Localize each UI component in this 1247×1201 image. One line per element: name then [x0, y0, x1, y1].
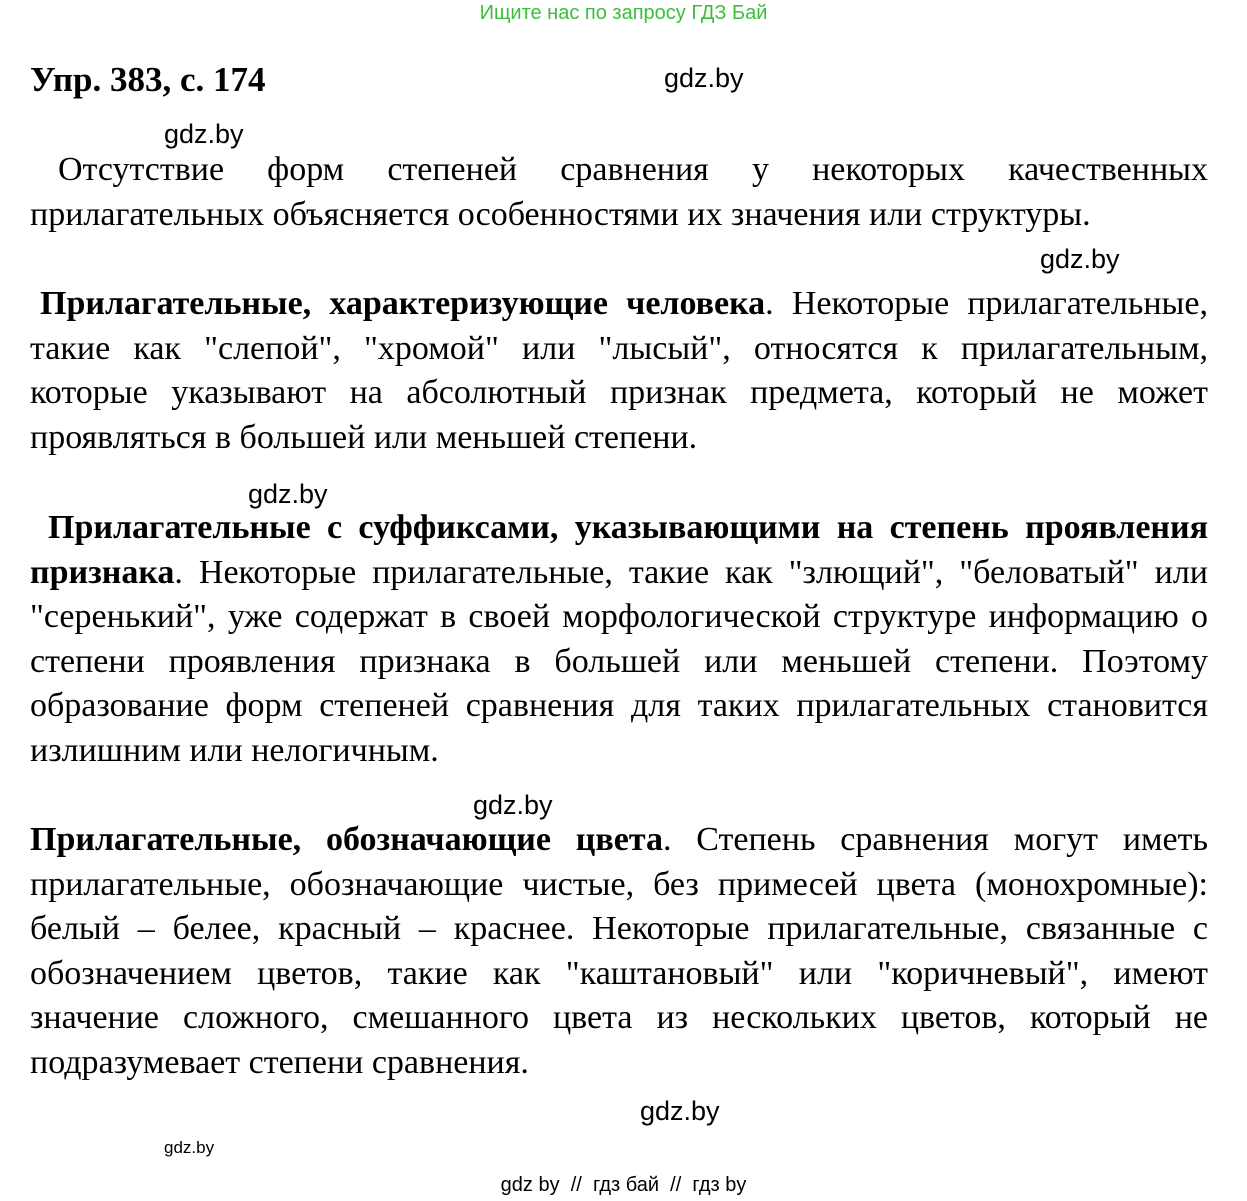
paragraph-text: . Некоторые прилагательные, такие как "слепой", "хромой" или "лысый", относятся к прилагательным, которые указывают на абсолютный признак предмета, который не может проявляться в большей или меньшей степени. — [30, 285, 1208, 456]
watermark: gdz.by — [473, 790, 553, 820]
footer-link[interactable]: гдз by — [692, 1174, 747, 1196]
paragraph-suffix-adjectives — [30, 506, 1208, 774]
watermark: gdz.by — [248, 479, 328, 509]
paragraph-color-adjectives — [30, 818, 1208, 1086]
watermark: gdz.by — [164, 119, 244, 149]
watermark: gdz.by — [1040, 244, 1120, 274]
top-banner[interactable]: Ищите нас по запросу ГДЗ Бай — [479, 2, 768, 24]
watermark: gdz.by — [664, 63, 744, 93]
exercise-title: Упр. 383, с. 174 — [30, 60, 266, 99]
footer-separator: // — [670, 1174, 682, 1196]
paragraph-heading: Прилагательные, характеризующие человека — [40, 285, 766, 322]
watermark: gdz.by — [164, 1138, 215, 1157]
footer-links — [0, 1172, 1247, 1198]
paragraph-text: . Степень сравнения могут иметь прилагательные, обозначающие чистые, без примесей цвета (монохромные): белый – белее, красный – краснее. Некоторые прилагательные, связанные с обозначением цветов, такие как "каштановый" или "коричневый", имеют значение сложного, смешанного цвета из нескольких цветов, который не подразумевает степени сравнения. — [30, 821, 1209, 1081]
paragraph-text: . Некоторые прилагательные, такие как "злющий", "беловатый" или "серенький", уже содержат в своей морфологической структуре информацию о степени проявления признака в большей или меньшей степени. Поэтому образование форм степеней сравнения для таких прилагательных становится излишним или нелогичным. — [30, 553, 1208, 769]
footer-link[interactable]: гдз бай — [592, 1174, 660, 1196]
footer-link[interactable]: gdz by — [500, 1174, 560, 1196]
footer-separator: // — [570, 1174, 582, 1196]
paragraph-people-adjectives — [30, 282, 1208, 460]
watermark: gdz.by — [640, 1096, 720, 1126]
paragraph-intro — [30, 148, 1208, 237]
paragraph-text: Отсутствие форм степеней сравнения у некоторых качественных прилагательных объясняется особенностями их значения или структуры. — [30, 151, 1208, 233]
paragraph-heading: Прилагательные, обозначающие цвета — [30, 821, 663, 858]
paragraph-heading: Прилагательные с суффиксами, указывающими на степень проявления признака — [30, 509, 1208, 591]
